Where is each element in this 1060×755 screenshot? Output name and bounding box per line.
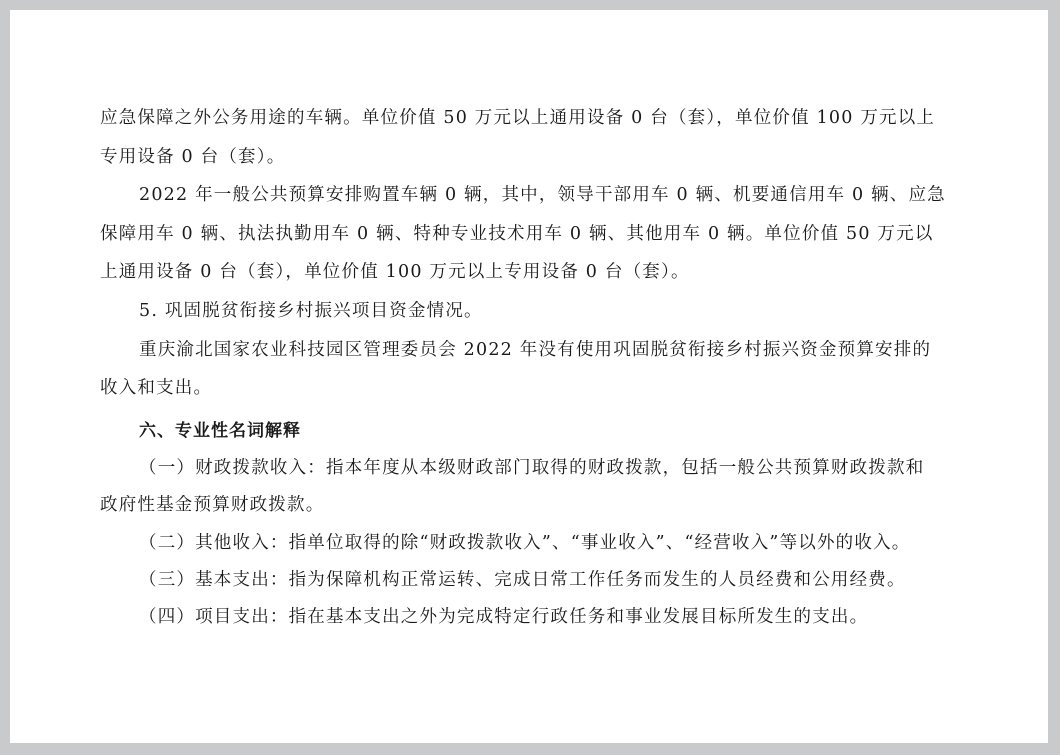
- definition-line: （二）其他收入：指单位取得的除“财政拨款收入”、“事业收入”、“经营收入”等以外的收入。: [139, 533, 911, 553]
- definition-line: （一）财政拨款收入：指本年度从本级财政部门取得的财政拨款，包括一般公共预算财政拨款和: [139, 458, 925, 478]
- text-line: 重庆渝北国家农业科技园区管理委员会 2022 年没有使用巩固脱贫衔接乡村振兴资金预算安排的: [139, 340, 932, 360]
- document-page: [10, 10, 1048, 743]
- text-line: 政府性基金预算财政拨款。: [100, 495, 325, 515]
- definition-line: （四）项目支出：指在基本支出之外为完成特定行政任务和事业发展目标所发生的支出。: [139, 607, 869, 627]
- section-heading: 六、专业性名词解释: [139, 421, 301, 441]
- text-line: 专用设备 0 台（套）。: [100, 147, 286, 167]
- text-line: 保障用车 0 辆、执法执勤用车 0 辆、特种专业技术用车 0 辆、其他用车 0 辆。单位价值 50 万元以: [100, 224, 934, 244]
- text-line: 2022 年一般公共预算安排购置车辆 0 辆，其中，领导干部用车 0 辆、机要通信用车 0 辆、应急: [139, 185, 946, 205]
- text-line: 应急保障之外公务用途的车辆。单位价值 50 万元以上通用设备 0 台（套），单位价值 100 万元以上: [100, 108, 936, 128]
- definition-line: （三）基本支出：指为保障机构正常运转、完成日常工作任务而发生的人员经费和公用经费。: [139, 570, 906, 590]
- text-line: 收入和支出。: [100, 378, 213, 398]
- text-line: 上通用设备 0 台（套），单位价值 100 万元以上专用设备 0 台（套）。: [100, 262, 690, 282]
- section-item-title: 5. 巩固脱贫衔接乡村振兴项目资金情况。: [139, 301, 483, 321]
